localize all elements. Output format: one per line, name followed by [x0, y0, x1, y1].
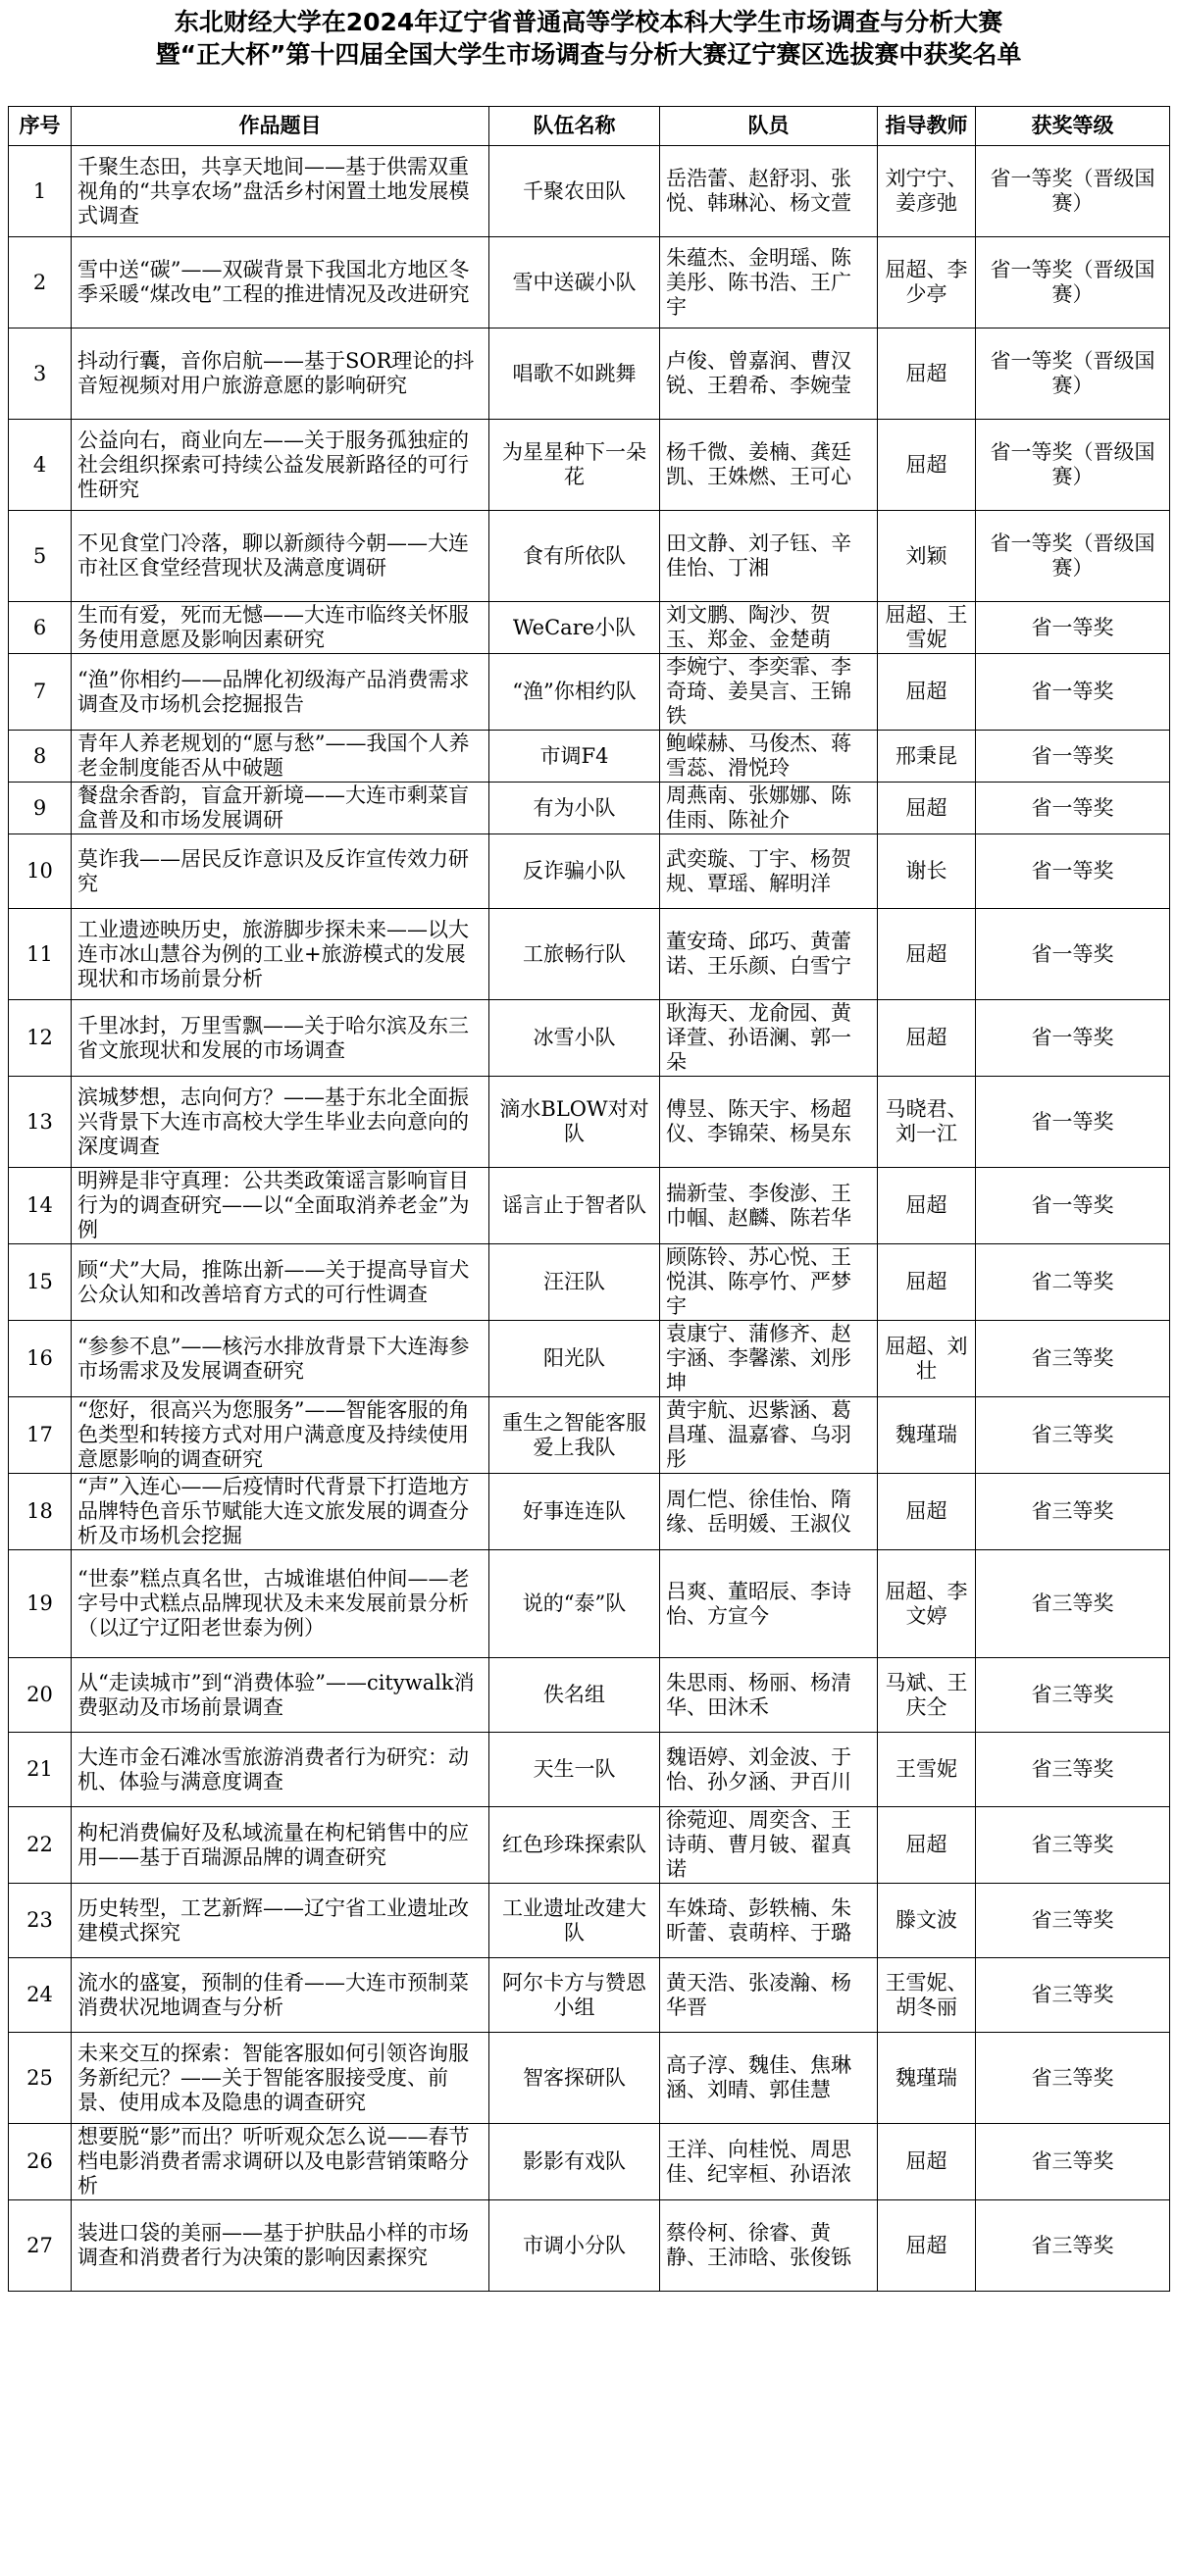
cell-advisor: 邢秉昆	[878, 731, 976, 783]
cell-team: 红色珍珠探索队	[489, 1807, 660, 1884]
cell-advisor: 屈超	[878, 2200, 976, 2292]
cell-title: 大连市金石滩冰雪旅游消费者行为研究：动机、体验与满意度调查	[72, 1733, 489, 1807]
cell-members: 黄宇航、迟紫涵、葛昌瑾、温嘉睿、乌羽彤	[660, 1397, 878, 1474]
cell-award: 省一等奖（晋级国赛）	[976, 328, 1170, 420]
cell-no: 16	[9, 1321, 72, 1397]
cell-award: 省一等奖	[976, 783, 1170, 834]
cell-advisor: 王雪妮	[878, 1733, 976, 1807]
table-row	[9, 328, 1170, 420]
cell-no: 21	[9, 1733, 72, 1807]
table-row	[9, 1397, 1170, 1474]
cell-team: 千聚农田队	[489, 146, 660, 237]
cell-team: 佚名组	[489, 1658, 660, 1733]
cell-team: 影影有戏队	[489, 2124, 660, 2200]
cell-title: 从“走读城市”到“消费体验”——citywalk消费驱动及市场前景调查	[72, 1658, 489, 1733]
cell-title: 流水的盛宴，预制的佳肴——大连市预制菜消费状况地调查与分析	[72, 1958, 489, 2033]
cell-team: 天生一队	[489, 1733, 660, 1807]
cell-team: 反诈骗小队	[489, 834, 660, 909]
cell-advisor: 魏瑾瑞	[878, 2033, 976, 2124]
cell-no: 11	[9, 909, 72, 1000]
table-row	[9, 1884, 1170, 1958]
cell-award: 省三等奖	[976, 1321, 1170, 1397]
cell-members: 耿海天、龙俞园、黄译萱、孙语澜、郭一朵	[660, 1000, 878, 1077]
cell-award: 省二等奖	[976, 1244, 1170, 1321]
page-title	[0, 0, 1177, 71]
cell-award: 省一等奖（晋级国赛）	[976, 511, 1170, 602]
table-row	[9, 420, 1170, 511]
cell-members: 杨千微、姜楠、龚廷凯、王姝燃、王可心	[660, 420, 878, 511]
cell-team: 工旅畅行队	[489, 909, 660, 1000]
cell-no: 8	[9, 731, 72, 783]
cell-team: “渔”你相约队	[489, 654, 660, 731]
cell-advisor: 谢长	[878, 834, 976, 909]
cell-advisor: 屈超、刘壮	[878, 1321, 976, 1397]
cell-advisor: 屈超、王雪妮	[878, 602, 976, 654]
cell-no: 5	[9, 511, 72, 602]
cell-no: 1	[9, 146, 72, 237]
title-line-2: 暨“正大杯”第十四届全国大学生市场调查与分析大赛辽宁赛区选拔赛中获奖名单	[155, 40, 1022, 69]
cell-team: 市调小分队	[489, 2200, 660, 2292]
cell-title: “您好，很高兴为您服务”——智能客服的角色类型和转接方式对用户满意度及持续使用意愿影响的调查研究	[72, 1397, 489, 1474]
cell-members: 袁康宁、蒲修齐、赵宇涵、李馨潆、刘彤坤	[660, 1321, 878, 1397]
cell-advisor: 屈超	[878, 420, 976, 511]
cell-members: 周燕南、张娜娜、陈佳雨、陈祉介	[660, 783, 878, 834]
cell-members: 卢俊、曾嘉润、曹汉锐、王碧希、李婉莹	[660, 328, 878, 420]
cell-team: 唱歌不如跳舞	[489, 328, 660, 420]
cell-no: 3	[9, 328, 72, 420]
table-row	[9, 1474, 1170, 1550]
cell-award: 省一等奖	[976, 909, 1170, 1000]
cell-members: 徐菀迎、周奕含、王诗萌、曹月铍、翟真诺	[660, 1807, 878, 1884]
cell-team: 滴水BLOW对对队	[489, 1077, 660, 1168]
table-row	[9, 783, 1170, 834]
table-row	[9, 654, 1170, 731]
cell-title: 不见食堂门冷落，聊以新颜待今朝——大连市社区食堂经营现状及满意度调研	[72, 511, 489, 602]
cell-advisor: 屈超、李文婷	[878, 1550, 976, 1658]
cell-team: 智客探研队	[489, 2033, 660, 2124]
cell-title: 工业遗迹映历史，旅游脚步探未来——以大连市冰山慧谷为例的工业+旅游模式的发展现状和市场前景分析	[72, 909, 489, 1000]
header-members: 队员	[660, 107, 878, 146]
cell-award: 省一等奖（晋级国赛）	[976, 420, 1170, 511]
cell-advisor: 屈超、李少亭	[878, 237, 976, 328]
cell-title: 雪中送“碳”——双碳背景下我国北方地区冬季采暖“煤改电”工程的推进情况及改进研究	[72, 237, 489, 328]
cell-advisor: 王雪妮、胡冬丽	[878, 1958, 976, 2033]
cell-title: 滨城梦想，志向何方？——基于东北全面振兴背景下大连市高校大学生毕业去向意向的深度调查	[72, 1077, 489, 1168]
cell-title: “参参不息”——核污水排放背景下大连海参市场需求及发展调查研究	[72, 1321, 489, 1397]
cell-award: 省一等奖	[976, 834, 1170, 909]
table-row	[9, 731, 1170, 783]
header-team: 队伍名称	[489, 107, 660, 146]
table-row	[9, 146, 1170, 237]
cell-award: 省一等奖	[976, 654, 1170, 731]
cell-members: 朱思雨、杨丽、杨清华、田沐禾	[660, 1658, 878, 1733]
cell-advisor: 屈超	[878, 1168, 976, 1244]
cell-members: 车姝琦、彭轶楠、朱昕蕾、袁萌梓、于璐	[660, 1884, 878, 1958]
cell-team: WeCare小队	[489, 602, 660, 654]
table-row	[9, 2200, 1170, 2292]
cell-team: 阳光队	[489, 1321, 660, 1397]
header-title: 作品题目	[72, 107, 489, 146]
cell-title: 千里冰封，万里雪飘——关于哈尔滨及东三省文旅现状和发展的市场调查	[72, 1000, 489, 1077]
cell-award: 省一等奖	[976, 1077, 1170, 1168]
cell-no: 25	[9, 2033, 72, 2124]
cell-no: 26	[9, 2124, 72, 2200]
cell-advisor: 屈超	[878, 654, 976, 731]
cell-no: 18	[9, 1474, 72, 1550]
cell-advisor: 马斌、王庆仝	[878, 1658, 976, 1733]
cell-advisor: 屈超	[878, 1000, 976, 1077]
cell-award: 省三等奖	[976, 2200, 1170, 2292]
cell-team: 汪汪队	[489, 1244, 660, 1321]
cell-title: 装进口袋的美丽——基于护肤品小样的市场调查和消费者行为决策的影响因素探究	[72, 2200, 489, 2292]
cell-advisor: 滕文波	[878, 1884, 976, 1958]
cell-no: 27	[9, 2200, 72, 2292]
cell-team: 雪中送碳小队	[489, 237, 660, 328]
cell-title: 枸杞消费偏好及私域流量在枸杞销售中的应用——基于百瑞源品牌的调查研究	[72, 1807, 489, 1884]
cell-team: 为星星种下一朵花	[489, 420, 660, 511]
header-no: 序号	[9, 107, 72, 146]
cell-members: 刘文鹏、陶沙、贺玉、郑金、金楚萌	[660, 602, 878, 654]
cell-award: 省一等奖	[976, 602, 1170, 654]
cell-members: 魏语婷、刘金波、于怡、孙夕涵、尹百川	[660, 1733, 878, 1807]
cell-advisor: 魏瑾瑞	[878, 1397, 976, 1474]
cell-title: “声”入连心——后疫情时代背景下打造地方品牌特色音乐节赋能大连文旅发展的调查分析及市场机会挖掘	[72, 1474, 489, 1550]
cell-award: 省三等奖	[976, 1807, 1170, 1884]
cell-team: 说的“泰”队	[489, 1550, 660, 1658]
cell-title: 青年人养老规划的“愿与愁”——我国个人养老金制度能否从中破题	[72, 731, 489, 783]
cell-award: 省三等奖	[976, 2033, 1170, 2124]
cell-members: 岳浩蕾、赵舒羽、张悦、韩琳沁、杨文萱	[660, 146, 878, 237]
title-line-1: 东北财经大学在2024年辽宁省普通高等学校本科大学生市场调查与分析大赛	[174, 8, 1003, 36]
cell-members: 王洋、向桂悦、周思佳、纪宰桓、孙语浓	[660, 2124, 878, 2200]
cell-title: 想要脱“影”而出？听听观众怎么说——春节档电影消费者需求调研以及电影营销策略分析	[72, 2124, 489, 2200]
cell-advisor: 屈超	[878, 1244, 976, 1321]
header-advisor: 指导教师	[878, 107, 976, 146]
cell-award: 省一等奖（晋级国赛）	[976, 237, 1170, 328]
cell-no: 6	[9, 602, 72, 654]
cell-no: 4	[9, 420, 72, 511]
cell-no: 17	[9, 1397, 72, 1474]
cell-team: 重生之智能客服爱上我队	[489, 1397, 660, 1474]
cell-no: 24	[9, 1958, 72, 2033]
cell-no: 7	[9, 654, 72, 731]
award-table	[8, 106, 1170, 2292]
table-row	[9, 511, 1170, 602]
cell-team: 食有所依队	[489, 511, 660, 602]
cell-title: 莫诈我——居民反诈意识及反诈宣传效力研究	[72, 834, 489, 909]
table-row	[9, 1958, 1170, 2033]
cell-no: 2	[9, 237, 72, 328]
cell-advisor: 屈超	[878, 909, 976, 1000]
table-row	[9, 2124, 1170, 2200]
cell-title: 生而有爱，死而无憾——大连市临终关怀服务使用意愿及影响因素研究	[72, 602, 489, 654]
cell-members: 田文静、刘子钰、辛佳怡、丁湘	[660, 511, 878, 602]
cell-members: 周仁恺、徐佳怡、隋缘、岳明媛、王淑仪	[660, 1474, 878, 1550]
table-row	[9, 602, 1170, 654]
cell-award: 省三等奖	[976, 1884, 1170, 1958]
cell-title: 明辨是非守真理：公共类政策谣言影响盲目行为的调查研究——以“全面取消养老金”为例	[72, 1168, 489, 1244]
table-row	[9, 1658, 1170, 1733]
cell-title: 公益向右，商业向左——关于服务孤独症的社会组织探索可持续公益发展新路径的可行性研究	[72, 420, 489, 511]
cell-no: 10	[9, 834, 72, 909]
cell-team: 好事连连队	[489, 1474, 660, 1550]
cell-no: 13	[9, 1077, 72, 1168]
cell-team: 阿尔卡方与赞恩小组	[489, 1958, 660, 2033]
cell-advisor: 刘颖	[878, 511, 976, 602]
table-row	[9, 1733, 1170, 1807]
cell-members: 李婉宁、李奕霏、李奇琦、姜昊言、王锦铁	[660, 654, 878, 731]
cell-team: 谣言止于智者队	[489, 1168, 660, 1244]
cell-title: 顾“犬”大局，推陈出新——关于提高导盲犬公众认知和改善培育方式的可行性调查	[72, 1244, 489, 1321]
table-row	[9, 237, 1170, 328]
cell-advisor: 屈超	[878, 328, 976, 420]
table-row	[9, 2033, 1170, 2124]
table-body	[9, 146, 1170, 2292]
cell-title: 餐盘余香韵，盲盒开新境——大连市剩菜盲盒普及和市场发展调研	[72, 783, 489, 834]
cell-members: 武奕璇、丁宇、杨贺规、覃瑶、解明洋	[660, 834, 878, 909]
cell-award: 省一等奖	[976, 1000, 1170, 1077]
cell-advisor: 刘宁宁、姜彦弛	[878, 146, 976, 237]
cell-award: 省三等奖	[976, 1474, 1170, 1550]
cell-award: 省一等奖	[976, 731, 1170, 783]
cell-no: 15	[9, 1244, 72, 1321]
cell-team: 冰雪小队	[489, 1000, 660, 1077]
cell-title: 历史转型，工艺新辉——辽宁省工业遗址改建模式探究	[72, 1884, 489, 1958]
cell-members: 黄天浩、张凌瀚、杨华晋	[660, 1958, 878, 2033]
cell-title: 未来交互的探索：智能客服如何引领咨询服务新纪元？——关于智能客服接受度、前景、使用成本及隐患的调查研究	[72, 2033, 489, 2124]
table-row	[9, 1244, 1170, 1321]
cell-team: 工业遗址改建大队	[489, 1884, 660, 1958]
cell-title: 抖动行囊，音你启航——基于SOR理论的抖音短视频对用户旅游意愿的影响研究	[72, 328, 489, 420]
cell-advisor: 马晓君、刘一江	[878, 1077, 976, 1168]
cell-no: 20	[9, 1658, 72, 1733]
table-row	[9, 1168, 1170, 1244]
cell-award: 省三等奖	[976, 1397, 1170, 1474]
cell-advisor: 屈超	[878, 1474, 976, 1550]
table-row	[9, 1000, 1170, 1077]
cell-award: 省三等奖	[976, 1733, 1170, 1807]
cell-award: 省三等奖	[976, 2124, 1170, 2200]
cell-no: 19	[9, 1550, 72, 1658]
cell-title: “世泰”糕点真名世，古城谁堪伯仲间——老字号中式糕点品牌现状及未来发展前景分析（以辽宁辽阳老世泰为例）	[72, 1550, 489, 1658]
cell-no: 22	[9, 1807, 72, 1884]
cell-no: 23	[9, 1884, 72, 1958]
cell-members: 顾陈铃、苏心悦、王悦淇、陈亭竹、严梦宇	[660, 1244, 878, 1321]
cell-team: 有为小队	[489, 783, 660, 834]
table-row	[9, 1321, 1170, 1397]
cell-members: 蔡伶柯、徐睿、黄静、王沛晗、张俊铄	[660, 2200, 878, 2292]
table-row	[9, 909, 1170, 1000]
table-row	[9, 1550, 1170, 1658]
cell-no: 14	[9, 1168, 72, 1244]
cell-award: 省一等奖	[976, 1168, 1170, 1244]
cell-team: 市调F4	[489, 731, 660, 783]
cell-award: 省三等奖	[976, 1658, 1170, 1733]
table-header-row	[9, 107, 1170, 146]
cell-award: 省一等奖（晋级国赛）	[976, 146, 1170, 237]
cell-no: 9	[9, 783, 72, 834]
cell-members: 鲍嵘赫、马俊杰、蒋雪蕊、滑悦玲	[660, 731, 878, 783]
cell-no: 12	[9, 1000, 72, 1077]
cell-title: “渔”你相约——品牌化初级海产品消费需求调查及市场机会挖掘报告	[72, 654, 489, 731]
cell-award: 省三等奖	[976, 1958, 1170, 2033]
header-award: 获奖等级	[976, 107, 1170, 146]
cell-members: 高子淳、魏佳、焦琳涵、刘晴、郭佳慧	[660, 2033, 878, 2124]
cell-members: 朱蕴杰、金明瑶、陈美彤、陈书浩、王广宇	[660, 237, 878, 328]
table-row	[9, 1807, 1170, 1884]
cell-members: 揣新莹、李俊澎、王巾帼、赵麟、陈若华	[660, 1168, 878, 1244]
table-row	[9, 1077, 1170, 1168]
cell-title: 千聚生态田，共享天地间——基于供需双重视角的“共享农场”盘活乡村闲置土地发展模式调查	[72, 146, 489, 237]
cell-advisor: 屈超	[878, 2124, 976, 2200]
cell-members: 吕爽、董昭辰、李诗怡、方宣今	[660, 1550, 878, 1658]
cell-advisor: 屈超	[878, 783, 976, 834]
cell-members: 董安琦、邱巧、黄蕾诺、王乐颜、白雪宁	[660, 909, 878, 1000]
table-row	[9, 834, 1170, 909]
cell-advisor: 屈超	[878, 1807, 976, 1884]
cell-members: 傅昱、陈天宇、杨超仪、李锦荣、杨昊东	[660, 1077, 878, 1168]
cell-award: 省三等奖	[976, 1550, 1170, 1658]
